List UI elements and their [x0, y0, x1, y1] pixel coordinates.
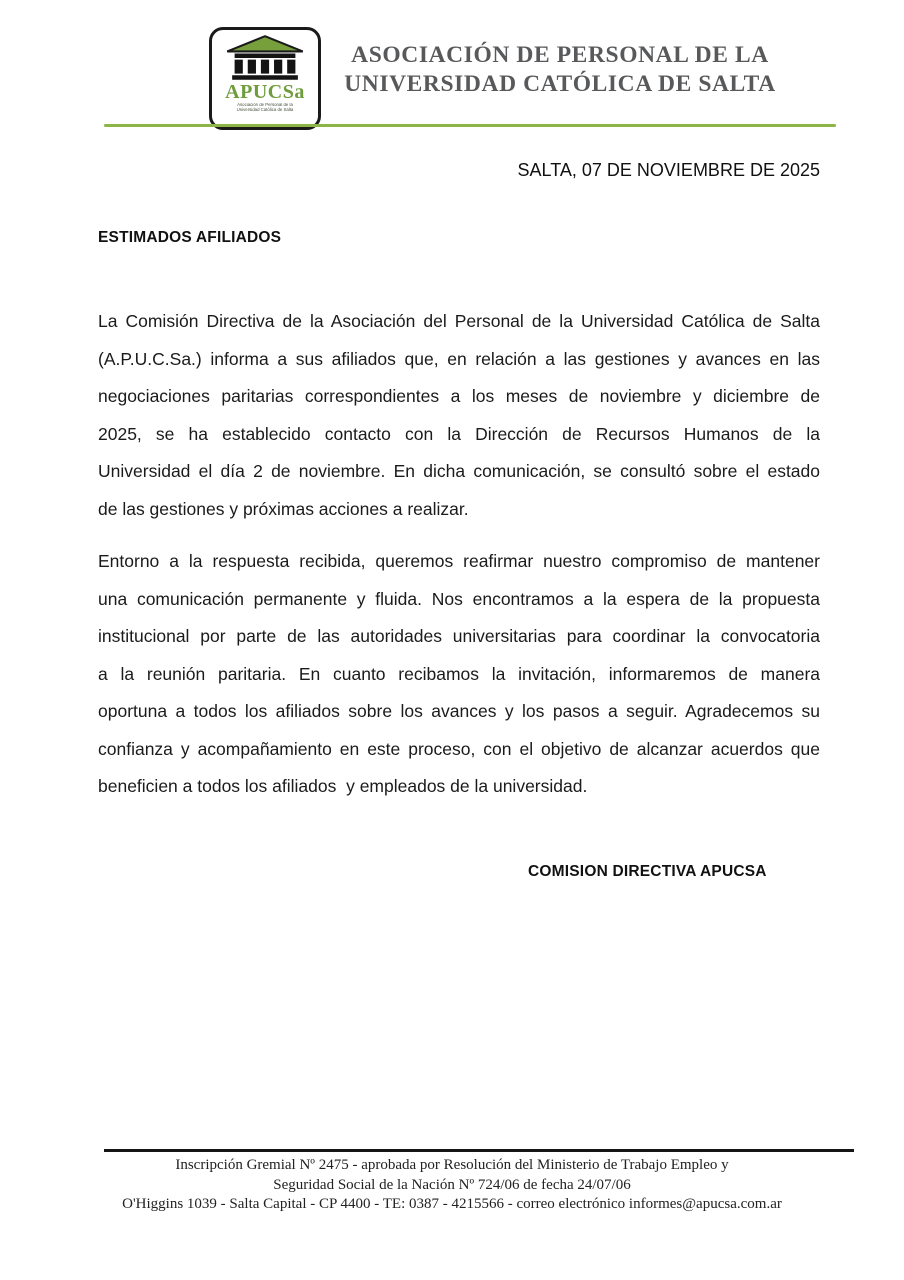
paragraph-line: una comunicación permanente y fluida. Nos encontramos a la espera de la propuesta	[98, 588, 820, 609]
paragraph-line: 2025, se ha establecido contacto con la Dirección de Recursos Humanos de la	[98, 423, 820, 444]
footer-line1: Inscripción Gremial Nº 2475 - aprobada por Resolución del Ministerio de Trabajo Empleo y	[175, 1157, 729, 1173]
paragraph-line: (A.P.U.C.Sa.) informa a sus afiliados que, en relación a las gestiones y avances en las	[98, 348, 820, 369]
paragraph-line: a la reunión paritaria. En cuanto recibamos la invitación, informaremos de manera	[98, 663, 820, 684]
paragraph-line: La Comisión Directiva de la Asociación del Personal de la Universidad Católica de Salta	[98, 311, 820, 331]
paragraph-2	[98, 543, 820, 806]
paragraph-line: de las gestiones y próximas acciones a realizar.	[98, 498, 469, 519]
org-title	[325, 41, 795, 98]
salutation: ESTIMADOS AFILIADOS	[98, 229, 282, 246]
paragraph-line: confianza y acompañamiento en este proceso, con el objetivo de alcanzar acuerdos que	[98, 738, 820, 759]
footer-line3: O'Higgins 1039 - Salta Capital - CP 4400 - TE: 0387 - 4215566 - correo electrónico informes@apucsa.com.ar	[122, 1196, 782, 1212]
paragraph-line: Universidad el día 2 de noviembre. En dicha comunicación, se consultó sobre el estado	[98, 461, 820, 481]
paragraph-line: beneficien a todos los afiliados y empleados de la universidad.	[98, 776, 588, 796]
header-rule	[104, 124, 836, 127]
paragraph-line: negociaciones paritarias correspondientes a los meses de noviembre y diciembre de	[98, 386, 820, 406]
footer-rule	[104, 1149, 854, 1152]
footer-line2: Seguridad Social de la Nación Nº 724/06 de fecha 24/07/06	[273, 1176, 631, 1193]
greek-temple-icon	[221, 35, 309, 81]
apucsa-logo	[209, 27, 321, 130]
logo-caption	[218, 103, 312, 113]
date-line: SALTA, 07 DE NOVIEMBRE DE 2025	[517, 160, 820, 180]
org-title-line2: UNIVERSIDAD CATÓLICA DE SALTA	[344, 70, 776, 97]
org-title-line1: ASOCIACIÓN DE PERSONAL DE LA	[351, 42, 769, 68]
logo-caption-line2: Universidad Católica de Salta	[236, 108, 294, 113]
paragraph-line: oportuna a todos los afiliados sobre los avances y los pasos a seguir. Agradecemos su	[98, 701, 820, 721]
paragraph-1	[98, 303, 820, 528]
paragraph-line: Entorno a la respuesta recibida, queremos reafirmar nuestro compromiso de mantener	[98, 551, 820, 571]
logo-caption-line1: Asociación de Personal de la	[237, 103, 293, 108]
signature-line: COMISION DIRECTIVA APUCSA	[528, 863, 767, 880]
footer	[34, 1156, 870, 1215]
paragraph-line: institucional por parte de las autoridades universitarias para coordinar la convocatoria	[98, 626, 820, 646]
logo-acronym: APUCSa	[225, 81, 305, 103]
